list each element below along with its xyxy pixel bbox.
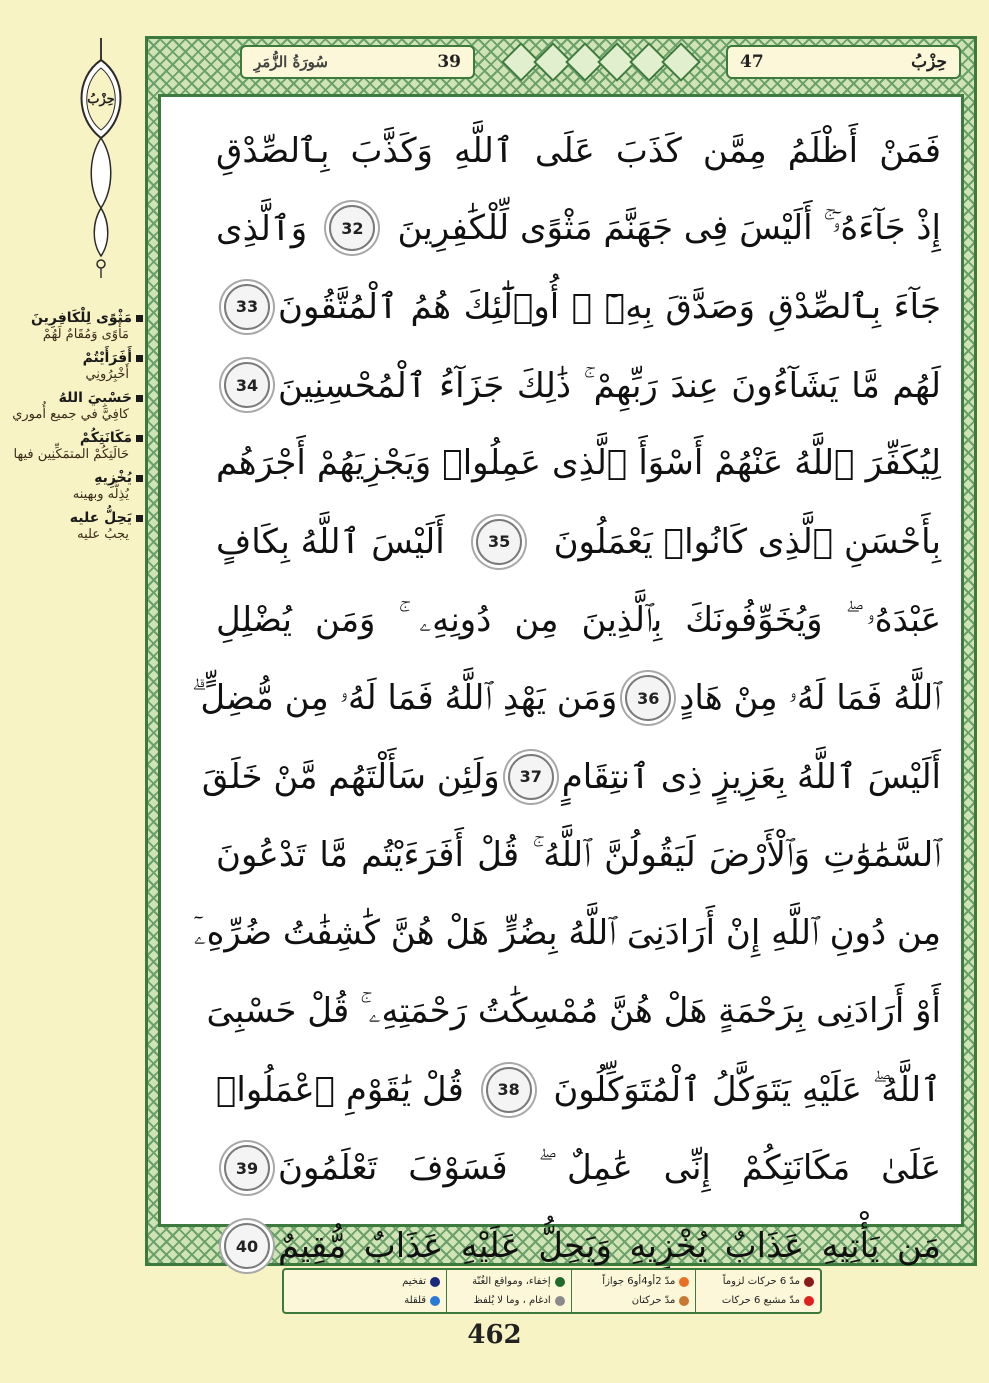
gloss-definition: مَأْوًى وَمُقَامٌ لَهُمْ [42, 327, 129, 342]
bullet-square-icon [136, 435, 143, 442]
bullet-square-icon [136, 475, 143, 482]
color-dot-icon [679, 1277, 689, 1287]
gloss-item [8, 470, 143, 504]
verse-line [216, 1051, 941, 1129]
verse-line [216, 816, 941, 894]
ayah-number-marker: 36 [625, 675, 671, 721]
legend-column [695, 1270, 820, 1312]
gloss-word: يُخْزِيهِ [94, 470, 132, 486]
ayah-number-marker: 33 [224, 284, 270, 330]
bullet-square-icon [136, 315, 143, 322]
gloss-item [8, 310, 143, 344]
text-panel [158, 94, 964, 1267]
gloss-definition: كافِيَّ في جميع أُموري [12, 407, 129, 422]
legend-item: تفخيم [290, 1276, 440, 1287]
legend-item: قلقلة [290, 1295, 440, 1306]
margin-glossary [8, 20, 143, 900]
verse-text: جَآءَ بِٱلصِّدْقِ وَصَدَّقَ بِهِۦٓ ۙ أُو۟لَٰٓئِكَ هُمُ ٱلْمُتَّقُونَ [278, 287, 941, 328]
gloss-definition: يُذِلُّه وبهينه [72, 487, 129, 502]
verse-text: فَمَنْ أَظْلَمُ مِمَّن كَذَبَ عَلَى ٱللَّهِ وَكَذَّبَ بِٱلصِّدْقِ [216, 130, 941, 171]
color-dot-icon [430, 1277, 440, 1287]
surah-number: 39 [437, 52, 461, 72]
verse-line [216, 111, 941, 189]
gloss-definition: حَالَتِكُمْ المتمَكِّنِين فيها [13, 447, 129, 462]
gloss-item [8, 390, 143, 424]
verse-text: مَن يَأْتِيهِ عَذَابٌ يُخْزِيهِ وَيَحِلُّ عَلَيْهِ عَذَابٌ مُّقِيمٌ [278, 1226, 941, 1267]
gloss-word: حَسْبِيَ اللهُ [58, 390, 132, 406]
legend-column [571, 1270, 696, 1312]
ayah-number-marker: 37 [508, 754, 554, 800]
bullet-square-icon [136, 515, 143, 522]
color-dot-icon [555, 1296, 565, 1306]
bullet-square-icon [136, 355, 143, 362]
verse-line [201, 737, 941, 815]
verse-text: لَهُم مَّا يَشَآءُونَ عِندَ رَبِّهِمْ ۚ ذَٰلِكَ جَزَآءُ ٱلْمُحْسِنِينَ [278, 365, 941, 406]
verse-line [216, 424, 941, 502]
gloss-word: أَفَرَأَيْتُمْ [82, 350, 132, 366]
verse-line [193, 894, 941, 972]
hizb-marker-ornament [70, 38, 132, 278]
verse-text: إِذْ جَآءَهُۥٓ ۚ أَلَيْسَ فِى جَهَنَّمَ مَثْوًى لِّلْكَٰفِرِينَ [397, 208, 941, 249]
verse-text: ٱللَّهُ فَمَا لَهُۥ مِنْ هَادٍ [679, 678, 941, 719]
verse-line [191, 659, 941, 737]
gloss-definition: يجبُ عليه [77, 527, 129, 542]
surah-name: سُورَةُ الزُّمَرِ [254, 53, 328, 71]
verse-line [216, 502, 941, 580]
ayah-number-marker: 34 [224, 362, 270, 408]
verse-text: وَٱلَّذِى [216, 208, 308, 249]
ayah-number-marker: 38 [486, 1067, 532, 1113]
legend-item: مدّ حركتان [578, 1295, 690, 1306]
verse-text: أَلَيْسَ ٱللَّهُ بِعَزِيزٍ ذِى ٱنتِقَامٍ [561, 757, 941, 798]
verse-text: أَلَيْسَ ٱللَّهُ بِكَافٍ [216, 522, 445, 563]
verse-text: وَلَئِن سَأَلْتَهُم مَّنْ خَلَقَ [201, 756, 500, 797]
verse-text: ٱلسَّمَٰوَٰتِ وَٱلْأَرْضَ لَيَقُولُنَّ ٱللَّهُ ۚ قُلْ أَفَرَءَيْتُم مَّا تَدْعُونَ [216, 834, 941, 875]
ayah-number-marker: 32 [329, 205, 375, 251]
legend-item: إخفاء، ومواقع الغُنّة [453, 1276, 565, 1287]
gloss-definition: أَخْبِرُونِي [85, 367, 129, 382]
color-dot-icon [555, 1277, 565, 1287]
gloss-item [8, 350, 143, 384]
verse-line [216, 1129, 941, 1207]
color-dot-icon [679, 1296, 689, 1306]
hizb-ornament-label: حِزْبُ [87, 92, 115, 107]
legend-item: مدّ مشبع 6 حركات [702, 1295, 814, 1306]
verse-text: بِأَحْسَنِ ٱلَّذِى كَانُوا۟ يَعْمَلُونَ [553, 521, 941, 562]
verse-text: لِيُكَفِّرَ ٱللَّهُ عَنْهُمْ أَسْوَأَ ٱلَّذِى عَمِلُوا۟ وَيَجْزِيَهُمْ أَجْرَهُم [216, 443, 941, 484]
ayah-number-marker: 39 [224, 1145, 270, 1191]
legend-item: مدّ 6 حركات لزوماً [702, 1276, 814, 1287]
hizb-label: حِزْبُ [911, 52, 947, 72]
gloss-word: مَثْوًى لِلْكَافِرِينَ [31, 310, 132, 326]
verse-text: قُلْ يَٰقَوْمِ ٱعْمَلُوا۟ [216, 1069, 464, 1110]
color-dot-icon [430, 1296, 440, 1306]
gloss-word: يَحِلُّ عليه [69, 510, 132, 526]
verse-line [206, 972, 941, 1050]
header-ornament [493, 49, 708, 75]
verse-line [216, 189, 941, 267]
verse-text: أَوْ أَرَادَنِى بِرَحْمَةٍ هَلْ هُنَّ مُمْسِكَٰتُ رَحْمَتِهِۦ ۚ قُلْ حَسْبِىَ [206, 991, 941, 1032]
color-dot-icon [804, 1277, 814, 1287]
verse-text: وَمَن يَهْدِ ٱللَّهُ فَمَا لَهُۥ مِن مُّضِلٍّ ۗ [191, 678, 618, 719]
page-number: 462 [467, 1320, 522, 1350]
legend-item: مدّ 2أو4أو6 جوازاً [578, 1276, 690, 1287]
tajweed-legend [282, 1268, 822, 1314]
surah-header [240, 45, 475, 79]
page-frame [145, 36, 977, 1266]
ayah-number-marker: 35 [476, 519, 522, 565]
verse-lines [191, 111, 941, 1285]
gloss-list [8, 310, 143, 550]
gloss-item [8, 430, 143, 464]
gloss-word: مَكَانَتِكُمْ [79, 430, 132, 446]
ayah-number-marker: 40 [224, 1223, 270, 1269]
verse-text: ٱللَّهُ ۖ عَلَيْهِ يَتَوَكَّلُ ٱلْمُتَوَكِّلُونَ [553, 1070, 941, 1111]
hizb-number: 47 [740, 52, 764, 72]
legend-column [284, 1270, 446, 1312]
gloss-item [8, 510, 143, 544]
hizb-header [726, 45, 961, 79]
verse-line [216, 581, 941, 659]
verse-text: مِن دُونِ ٱللَّهِ إِنْ أَرَادَنِىَ ٱللَّهُ بِضُرٍّ هَلْ هُنَّ كَٰشِفَٰتُ ضُرِّهِۦٓ [193, 913, 941, 954]
verse-text: عَبْدَهُۥ ۖ وَيُخَوِّفُونَكَ بِٱلَّذِينَ مِن دُونِهِۦ ۚ وَمَن يُضْلِلِ [216, 599, 941, 640]
verse-text: عَلَىٰ مَكَانَتِكُمْ إِنِّى عَٰمِلٌ ۖ فَسَوْفَ تَعْلَمُونَ [278, 1148, 941, 1188]
verse-line [216, 346, 941, 424]
legend-column [446, 1270, 571, 1312]
bullet-square-icon [136, 395, 143, 402]
verse-line [216, 268, 941, 346]
legend-item: ادغام ، وما لا يُلفظ [453, 1295, 565, 1306]
color-dot-icon [804, 1296, 814, 1306]
